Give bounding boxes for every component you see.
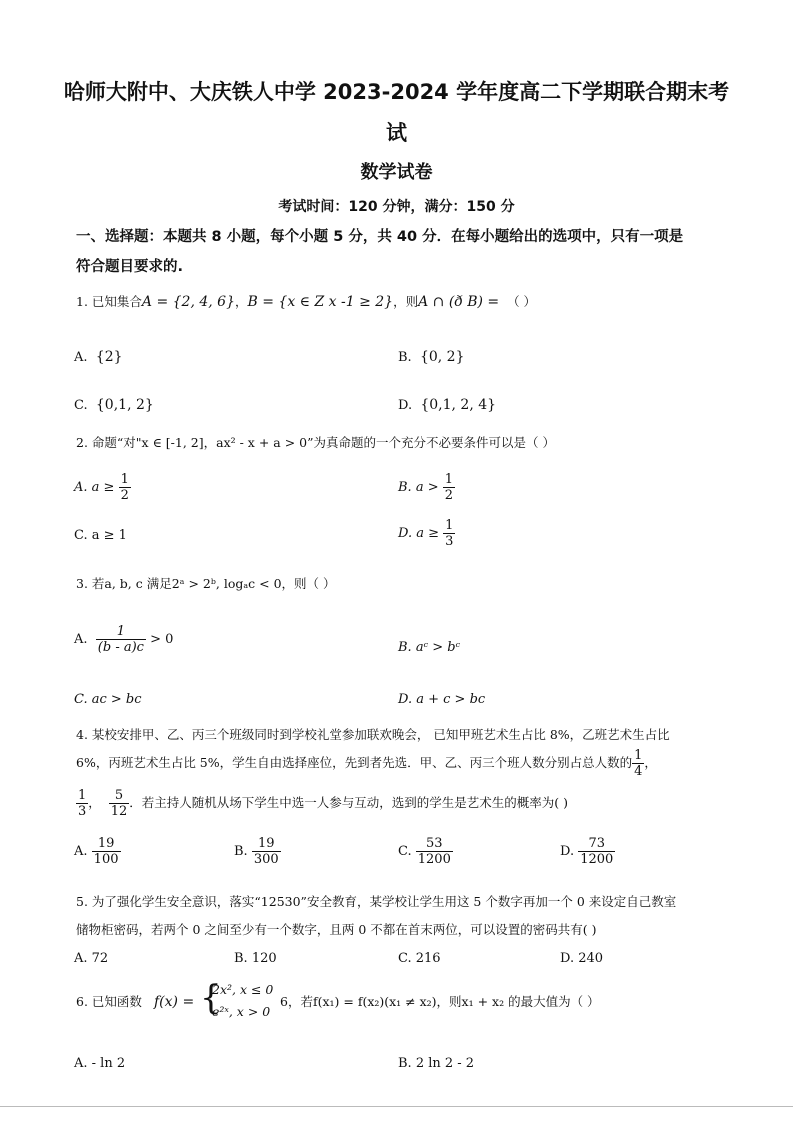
q4-frac-quarter bbox=[632, 748, 644, 779]
q5-option-b: B. 120 bbox=[234, 951, 277, 966]
q4-b-num: 19 bbox=[257, 836, 275, 851]
question-4-stem bbox=[76, 722, 726, 779]
q4-a-label: A. bbox=[74, 844, 88, 859]
q6-option-b: B. 2 ln 2 - 2 bbox=[398, 1056, 475, 1071]
q2-d-fraction bbox=[443, 518, 455, 549]
section1-line1: 一、选择题：本题共 8 小题，每个小题 5 分，共 40 分．在每小题给出的选项中，只有一项是 bbox=[76, 229, 684, 245]
q4-comma1: ， bbox=[644, 755, 657, 770]
q2-d-prefix: D. a ≥ bbox=[398, 526, 439, 541]
q4-d-fraction bbox=[578, 836, 615, 867]
q3-a-suffix: > 0 bbox=[150, 632, 174, 647]
q4-a-fraction bbox=[92, 836, 121, 867]
question-6-stem bbox=[76, 980, 726, 1024]
q1-option-a-value: {2} bbox=[95, 349, 123, 365]
section1-line2: 符合题目要求的. bbox=[76, 259, 184, 275]
q2-option-a bbox=[74, 472, 131, 503]
q1-sep: ， bbox=[234, 294, 248, 309]
q4-c-den: 1200 bbox=[417, 852, 451, 867]
q5-line2: 储物柜密码，若两个 0 之间至少有一个数字，且两 0 不都在首末两位，可以设置的密码共有( ) bbox=[76, 922, 597, 937]
q3-option-d: D. a + c > bc bbox=[398, 692, 486, 707]
q1-option-c-value: {0,1, 2} bbox=[95, 397, 154, 413]
q3-option-b: B. aᶜ > bᶜ bbox=[398, 640, 461, 655]
q1-option-a: A. {2} bbox=[74, 349, 123, 365]
q6-fx: f(x) = bbox=[154, 994, 195, 1010]
q2-option-b bbox=[398, 472, 455, 503]
q4-b-label: B. bbox=[234, 844, 248, 859]
q4-b-den: 300 bbox=[253, 852, 279, 867]
q6-text-a: 6. 已知函数 bbox=[76, 994, 142, 1009]
q4-f1-num: 1 bbox=[634, 748, 643, 763]
q1-set-b: B = {x ∈ Z x -1 ≥ 2} bbox=[247, 294, 394, 310]
q1-set-a: A = {2, 4, 6} bbox=[141, 294, 235, 310]
q4-a-num: 19 bbox=[97, 836, 115, 851]
q6-brace: { bbox=[200, 978, 222, 1018]
q2-b-num: 1 bbox=[444, 472, 454, 487]
q2-b-prefix: B. a > bbox=[398, 480, 439, 495]
q4-f2-num: 1 bbox=[78, 788, 87, 803]
q2-b-fraction bbox=[443, 472, 455, 503]
q4-f3-den: 12 bbox=[110, 804, 128, 819]
q4-comma2: ， bbox=[88, 795, 101, 810]
q3-a-den: (b - a)c bbox=[97, 640, 144, 655]
q4-line3 bbox=[76, 788, 726, 819]
q6-text-b: 6，若f(x₁) = f(x₂)(x₁ ≠ x₂)，则x₁ + x₂ 的最大值为（ ） bbox=[280, 994, 600, 1009]
q2-d-num: 1 bbox=[445, 518, 454, 533]
exam-title-line1: 哈师大附中、大庆铁人中学 2023-2024 学年度高二下学期联合期末考 bbox=[63, 80, 730, 104]
q1-option-b-value: {0, 2} bbox=[419, 349, 465, 365]
question-1-stem bbox=[76, 292, 726, 312]
q5-option-c: C. 216 bbox=[398, 951, 441, 966]
q4-option-b bbox=[234, 836, 281, 867]
q4-f2-den: 3 bbox=[78, 804, 87, 819]
q2-a-prefix: A. a ≥ bbox=[74, 480, 115, 495]
q2-a-num: 1 bbox=[120, 472, 129, 487]
q1-answer-paren: （ ） bbox=[507, 294, 537, 309]
q4-line2 bbox=[76, 748, 726, 779]
question-3-stem: 3. 若a, b, c 满足2ᵃ > 2ᵇ, logₐc < 0，则（ ） bbox=[76, 576, 336, 591]
q1-option-c: C. {0,1, 2} bbox=[74, 397, 154, 413]
q4-d-den: 1200 bbox=[580, 852, 614, 867]
exam-info: 考试时间：120 分钟，满分：150 分 bbox=[278, 199, 515, 215]
q1-option-b: B. {0, 2} bbox=[398, 349, 465, 365]
q4-f1-den: 4 bbox=[634, 764, 643, 779]
question-2-stem: 2. 命题“对"x ∈ [-1, 2]，ax² - x + a > 0”为真命题的一个充分不必要条件可以是（ ） bbox=[76, 435, 555, 450]
q4-c-label: C. bbox=[398, 844, 412, 859]
q4-option-c bbox=[398, 836, 453, 867]
q2-option-d bbox=[398, 518, 455, 549]
q3-a-num: 1 bbox=[116, 624, 126, 639]
q3-a-prefix: A. bbox=[74, 632, 88, 647]
q1-text-b: ，则 bbox=[393, 294, 419, 309]
q4-line1: 4. 某校安排甲、乙、丙三个班级同时到学校礼堂参加联欢晚会， 已知甲班艺术生占比 8%，乙班艺术生占比 bbox=[76, 727, 670, 742]
q3-a-fraction bbox=[96, 624, 146, 655]
q4-a-den: 100 bbox=[93, 852, 119, 867]
q5-option-d: D. 240 bbox=[560, 951, 604, 966]
q3-option-a bbox=[74, 624, 173, 655]
q4-frac-third bbox=[76, 788, 88, 819]
q2-d-den: 3 bbox=[445, 534, 454, 549]
q4-option-d bbox=[560, 836, 615, 867]
q4-d-num: 73 bbox=[588, 836, 606, 851]
q4-line3-text: ．若主持人随机从场下学生中选一人参与互动，选到的学生是艺术生的概率为( ) bbox=[129, 795, 569, 810]
subject-title: 数学试卷 bbox=[360, 162, 433, 183]
exam-title-line2: 试 bbox=[386, 121, 407, 145]
q4-c-fraction bbox=[416, 836, 453, 867]
q4-option-a bbox=[74, 836, 121, 867]
page-bottom-divider bbox=[0, 1106, 793, 1107]
question-5-stem bbox=[76, 888, 726, 944]
q5-line1: 5. 为了强化学生安全意识，落实“12530”安全教育，某学校让学生用这 5 个数字再加一个 0 来设定自己教室 bbox=[76, 894, 677, 909]
q3-option-c: C. ac > bc bbox=[74, 692, 142, 707]
q6-case1: 2x², x ≤ 0 bbox=[212, 982, 274, 997]
q2-a-fraction bbox=[119, 472, 131, 503]
q4-c-num: 53 bbox=[426, 836, 443, 851]
section1-heading bbox=[76, 222, 726, 282]
q5-option-a: A. 72 bbox=[74, 951, 109, 966]
q4-d-label: D. bbox=[560, 844, 575, 859]
q4-frac-five-twelfths bbox=[109, 788, 130, 819]
q4-b-fraction bbox=[252, 836, 281, 867]
q1-option-d: D. {0,1, 2, 4} bbox=[398, 397, 497, 413]
q6-case2: e²ˣ, x > 0 bbox=[212, 1004, 271, 1019]
q1-text: 1. 已知集合 bbox=[76, 294, 142, 309]
q1-expr: A ∩ (ð B) = bbox=[418, 294, 500, 310]
q4-line2-text: 6%，丙班艺术生占比 5%，学生自由选择座位，先到者先选．甲、乙、丙三个班人数分别占总人数的 bbox=[76, 755, 633, 770]
q2-option-c: C. a ≥ 1 bbox=[74, 528, 127, 543]
q4-f3-num: 5 bbox=[114, 788, 124, 803]
q1-option-d-value: {0,1, 2, 4} bbox=[420, 397, 497, 413]
q6-option-a: A. - ln 2 bbox=[74, 1056, 126, 1071]
q2-b-den: 2 bbox=[444, 488, 454, 503]
q2-a-den: 2 bbox=[120, 488, 129, 503]
